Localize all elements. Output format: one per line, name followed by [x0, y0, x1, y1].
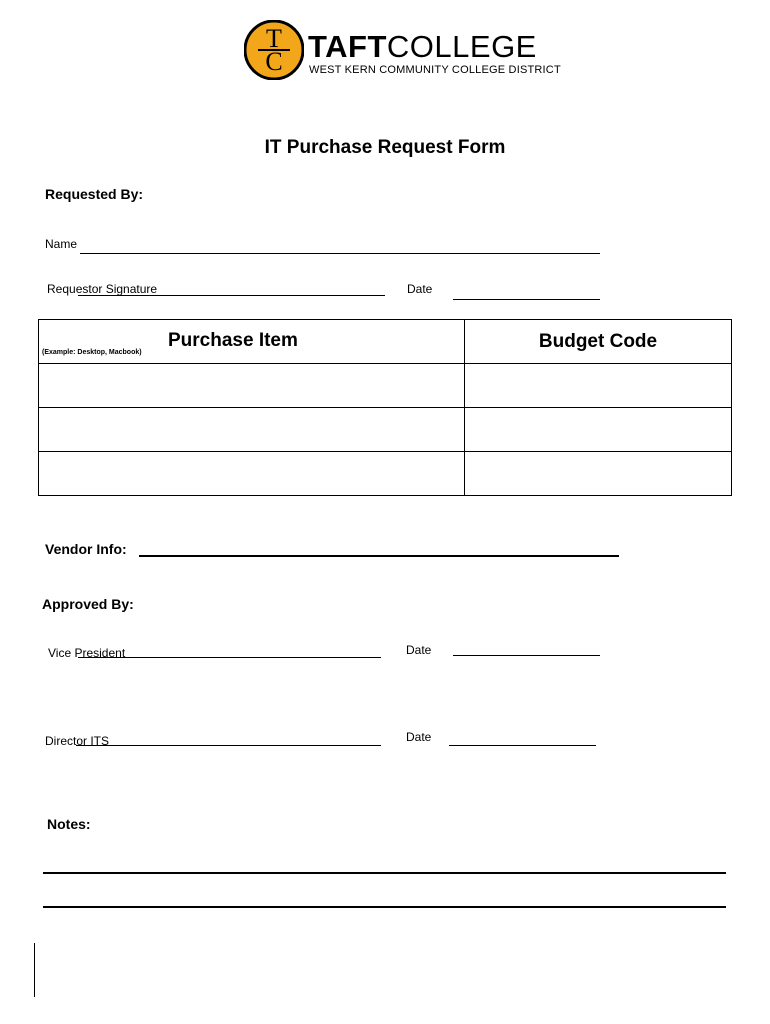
purchase-item-cell[interactable] [39, 364, 465, 408]
margin-rule [34, 943, 35, 997]
purchase-item-header-label: Purchase Item [168, 330, 298, 351]
director-its-date-field[interactable] [449, 745, 596, 746]
requestor-signature-field[interactable] [78, 295, 385, 296]
notes-line-2[interactable] [43, 906, 726, 908]
notes-line-1[interactable] [43, 872, 726, 874]
logo-letter-t: T [266, 24, 282, 53]
budget-code-header: Budget Code [465, 320, 732, 364]
logo-name-bold: TAFT [308, 29, 387, 64]
purchase-items-table [38, 319, 732, 496]
approved-by-heading: Approved By: [42, 596, 134, 612]
budget-code-cell[interactable] [465, 364, 732, 408]
purchase-item-header [39, 320, 465, 364]
director-its-signature-field[interactable] [76, 745, 381, 746]
logo-subtitle: WEST KERN COMMUNITY COLLEGE DISTRICT [309, 64, 561, 76]
taft-college-logo-icon [244, 20, 304, 80]
vendor-info-field[interactable] [139, 555, 619, 557]
form-title: IT Purchase Request Form [264, 137, 506, 158]
director-its-date-label: Date [406, 730, 432, 744]
requested-by-heading: Requested By: [45, 186, 144, 202]
table-row [39, 364, 732, 408]
budget-code-cell[interactable] [465, 452, 732, 496]
vendor-info-label: Vendor Info: [45, 541, 127, 557]
purchase-item-cell[interactable] [39, 408, 465, 452]
logo-name-regular: COLLEGE [386, 29, 537, 64]
requestor-date-field[interactable] [453, 299, 600, 300]
vice-president-date-label: Date [406, 643, 432, 657]
vice-president-label: Vice President [48, 646, 126, 660]
requestor-date-label: Date [407, 282, 433, 296]
logo-college-name [308, 30, 537, 64]
notes-heading: Notes: [47, 816, 91, 832]
table-row [39, 408, 732, 452]
name-label: Name [45, 237, 78, 251]
director-its-label: Director ITS [45, 734, 110, 748]
logo-letter-c: C [265, 47, 283, 76]
vice-president-date-field[interactable] [453, 655, 600, 656]
table-row [39, 452, 732, 496]
requestor-signature-label: Requestor Signature [47, 282, 158, 296]
table-header-row [39, 320, 732, 364]
vice-president-signature-field[interactable] [78, 657, 381, 658]
purchase-item-cell[interactable] [39, 452, 465, 496]
budget-code-cell[interactable] [465, 408, 732, 452]
purchase-item-example: (Example: Desktop, Macbook) [42, 349, 142, 356]
name-field[interactable] [80, 253, 600, 254]
